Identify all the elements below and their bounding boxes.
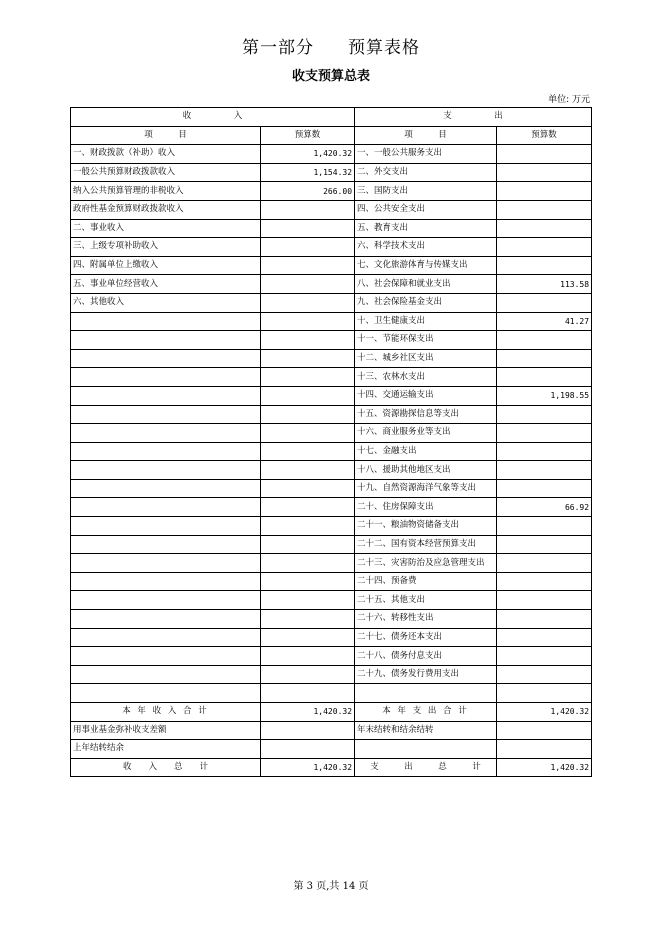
income-amount: 1,154.32 xyxy=(261,163,355,182)
income-amount xyxy=(261,386,355,405)
income-amount xyxy=(261,331,355,350)
table-row xyxy=(71,665,592,684)
year-expense-total-label: 本 年 支 出 合 计 xyxy=(355,703,497,722)
expense-item: 十六、商业服务业等支出 xyxy=(355,424,497,443)
expense-item: 十一、节能环保支出 xyxy=(355,331,497,350)
expense-item: 五、教育支出 xyxy=(355,219,497,238)
income-amount xyxy=(261,647,355,666)
table-row xyxy=(71,145,592,164)
expense-amount xyxy=(497,349,592,368)
expense-item: 二十三、灾害防治及应急管理支出 xyxy=(355,554,497,573)
table-row xyxy=(71,628,592,647)
income-item xyxy=(71,517,261,536)
expense-section-header: 支 出 xyxy=(355,108,592,127)
income-amount xyxy=(261,517,355,536)
income-amount xyxy=(261,461,355,480)
expense-grand-total-amount: 1,420.32 xyxy=(497,758,592,777)
income-item: 一般公共预算财政拨款收入 xyxy=(71,163,261,182)
expense-amount-header: 预算数 xyxy=(497,126,592,145)
fund-label: 用事业基金弥补收支差额 xyxy=(71,721,261,740)
expense-item: 十四、交通运输支出 xyxy=(355,386,497,405)
table-row xyxy=(71,349,592,368)
carry-amount xyxy=(497,721,592,740)
table-row xyxy=(71,554,592,573)
table-row xyxy=(71,163,592,182)
income-item: 六、其他收入 xyxy=(71,293,261,312)
income-amount xyxy=(261,200,355,219)
table-row xyxy=(71,535,592,554)
expense-amount xyxy=(497,200,592,219)
table-row xyxy=(71,572,592,591)
income-amount xyxy=(261,554,355,573)
table-row xyxy=(71,200,592,219)
expense-amount xyxy=(497,424,592,443)
year-total-row xyxy=(71,703,592,722)
income-item xyxy=(71,349,261,368)
income-amount-header: 预算数 xyxy=(261,126,355,145)
expense-item: 一、一般公共服务支出 xyxy=(355,145,497,164)
expense-amount xyxy=(497,405,592,424)
table-row xyxy=(71,647,592,666)
expense-grand-total-label: 支 出 总 计 xyxy=(355,758,497,777)
income-amount xyxy=(261,498,355,517)
table-row xyxy=(71,424,592,443)
income-item xyxy=(71,628,261,647)
expense-item: 十七、金融支出 xyxy=(355,442,497,461)
expense-item: 十九、自然资源海洋气象等支出 xyxy=(355,479,497,498)
expense-amount xyxy=(497,145,592,164)
income-amount xyxy=(261,256,355,275)
income-amount xyxy=(261,424,355,443)
expense-amount xyxy=(497,256,592,275)
expense-amount xyxy=(497,610,592,629)
income-amount xyxy=(261,535,355,554)
table-row xyxy=(71,591,592,610)
expense-amount xyxy=(497,331,592,350)
prev-balance-amount xyxy=(261,740,355,759)
table-row xyxy=(71,182,592,201)
part-title xyxy=(0,33,662,58)
expense-item: 十五、资源勘探信息等支出 xyxy=(355,405,497,424)
income-grand-total-amount: 1,420.32 xyxy=(261,758,355,777)
income-amount xyxy=(261,219,355,238)
expense-amount xyxy=(497,368,592,387)
income-item xyxy=(71,554,261,573)
expense-amount: 66.92 xyxy=(497,498,592,517)
unit-label: 单位: 万元 xyxy=(548,95,590,105)
grand-total-row xyxy=(71,758,592,777)
expense-item: 二十六、转移性支出 xyxy=(355,610,497,629)
income-amount: 266.00 xyxy=(261,182,355,201)
expense-amount xyxy=(497,163,592,182)
income-amount xyxy=(261,591,355,610)
table-row xyxy=(71,312,592,331)
table-row xyxy=(71,442,592,461)
income-item: 一、财政拨款（补助）收入 xyxy=(71,145,261,164)
expense-item: 十八、援助其他地区支出 xyxy=(355,461,497,480)
year-income-total-label: 本 年 收 入 合 计 xyxy=(71,703,261,722)
fund-amount xyxy=(261,721,355,740)
income-amount xyxy=(261,572,355,591)
table-row xyxy=(71,386,592,405)
expense-amount xyxy=(497,238,592,257)
part-name: 预算表格 xyxy=(348,38,420,58)
expense-item: 二十五、其他支出 xyxy=(355,591,497,610)
table-row xyxy=(71,517,592,536)
income-item xyxy=(71,498,261,517)
income-item xyxy=(71,684,261,703)
expense-item: 三、国防支出 xyxy=(355,182,497,201)
income-amount: 1,420.32 xyxy=(261,145,355,164)
expense-item: 十、卫生健康支出 xyxy=(355,312,497,331)
expense-amount xyxy=(497,591,592,610)
budget-table xyxy=(70,107,592,777)
expense-amount xyxy=(497,219,592,238)
income-item: 三、上级专项补助收入 xyxy=(71,238,261,257)
table-row xyxy=(71,498,592,517)
income-item-header: 项 目 xyxy=(71,126,261,145)
expense-item: 二十四、预备费 xyxy=(355,572,497,591)
expense-item: 六、科学技术支出 xyxy=(355,238,497,257)
carry-label: 年末结转和结余结转 xyxy=(355,721,497,740)
expense-amount xyxy=(497,535,592,554)
expense-amount xyxy=(497,684,592,703)
expense-amount xyxy=(497,572,592,591)
expense-item: 十二、城乡社区支出 xyxy=(355,349,497,368)
income-item xyxy=(71,610,261,629)
income-amount xyxy=(261,368,355,387)
expense-amount xyxy=(497,293,592,312)
table-row xyxy=(71,684,592,703)
income-amount xyxy=(261,479,355,498)
part-number: 第一部分 xyxy=(242,38,314,58)
expense-amount xyxy=(497,647,592,666)
expense-item: 二十七、债务还本支出 xyxy=(355,628,497,647)
year-income-total-amount: 1,420.32 xyxy=(261,703,355,722)
expense-item: 二十二、国有资本经营预算支出 xyxy=(355,535,497,554)
prev-empty-amount xyxy=(497,740,592,759)
prev-balance-label: 上年结转结余 xyxy=(71,740,261,759)
table-row xyxy=(71,256,592,275)
expense-amount xyxy=(497,479,592,498)
expense-amount xyxy=(497,628,592,647)
expense-item: 二十、住房保障支出 xyxy=(355,498,497,517)
section-header-row xyxy=(71,108,592,127)
income-amount xyxy=(261,442,355,461)
prev-empty xyxy=(355,740,497,759)
income-amount xyxy=(261,405,355,424)
income-item: 政府性基金预算财政拨款收入 xyxy=(71,200,261,219)
income-item xyxy=(71,312,261,331)
year-expense-total-amount: 1,420.32 xyxy=(497,703,592,722)
income-item: 四、附属单位上缴收入 xyxy=(71,256,261,275)
expense-amount xyxy=(497,554,592,573)
income-amount xyxy=(261,665,355,684)
table-row xyxy=(71,368,592,387)
expense-amount xyxy=(497,442,592,461)
expense-amount xyxy=(497,461,592,480)
income-item xyxy=(71,647,261,666)
page-number: 第 3 页,共 14 页 xyxy=(293,881,369,892)
expense-amount: 113.58 xyxy=(497,275,592,294)
income-item: 二、事业收入 xyxy=(71,219,261,238)
income-item xyxy=(71,535,261,554)
income-amount xyxy=(261,312,355,331)
table-title: 收支预算总表 xyxy=(291,69,370,84)
expense-item: 二十一、粮油物资储备支出 xyxy=(355,517,497,536)
expense-item: 二、外交支出 xyxy=(355,163,497,182)
expense-amount xyxy=(497,182,592,201)
income-item xyxy=(71,665,261,684)
income-section-header: 收 入 xyxy=(71,108,355,127)
expense-item: 十三、农林水支出 xyxy=(355,368,497,387)
column-header-row xyxy=(71,126,592,145)
income-amount xyxy=(261,610,355,629)
income-item xyxy=(71,572,261,591)
table-row xyxy=(71,219,592,238)
expense-amount: 1,198.55 xyxy=(497,386,592,405)
income-amount xyxy=(261,684,355,703)
expense-item: 八、社会保障和就业支出 xyxy=(355,275,497,294)
table-row xyxy=(71,405,592,424)
table-row xyxy=(71,610,592,629)
expense-amount: 41.27 xyxy=(497,312,592,331)
expense-item: 七、文化旅游体育与传媒支出 xyxy=(355,256,497,275)
prev-row xyxy=(71,740,592,759)
income-item: 五、事业单位经营收入 xyxy=(71,275,261,294)
expense-item: 二十八、债务付息支出 xyxy=(355,647,497,666)
expense-item xyxy=(355,684,497,703)
table-row xyxy=(71,293,592,312)
expense-item: 二十九、债务发行费用支出 xyxy=(355,665,497,684)
income-item xyxy=(71,331,261,350)
income-item xyxy=(71,442,261,461)
table-row xyxy=(71,479,592,498)
fund-row xyxy=(71,721,592,740)
table-row xyxy=(71,331,592,350)
table-row xyxy=(71,238,592,257)
income-grand-total-label: 收 入 总 计 xyxy=(71,758,261,777)
expense-amount xyxy=(497,665,592,684)
table-row xyxy=(71,461,592,480)
income-item xyxy=(71,479,261,498)
income-item: 纳入公共预算管理的非税收入 xyxy=(71,182,261,201)
expense-amount xyxy=(497,517,592,536)
income-amount xyxy=(261,349,355,368)
income-amount xyxy=(261,293,355,312)
income-item xyxy=(71,461,261,480)
income-item xyxy=(71,591,261,610)
income-amount xyxy=(261,628,355,647)
income-item xyxy=(71,386,261,405)
income-item xyxy=(71,368,261,387)
expense-item-header: 项 目 xyxy=(355,126,497,145)
income-amount xyxy=(261,275,355,294)
income-amount xyxy=(261,238,355,257)
expense-item: 四、公共安全支出 xyxy=(355,200,497,219)
income-item xyxy=(71,405,261,424)
table-row xyxy=(71,275,592,294)
expense-item: 九、社会保险基金支出 xyxy=(355,293,497,312)
income-item xyxy=(71,424,261,443)
